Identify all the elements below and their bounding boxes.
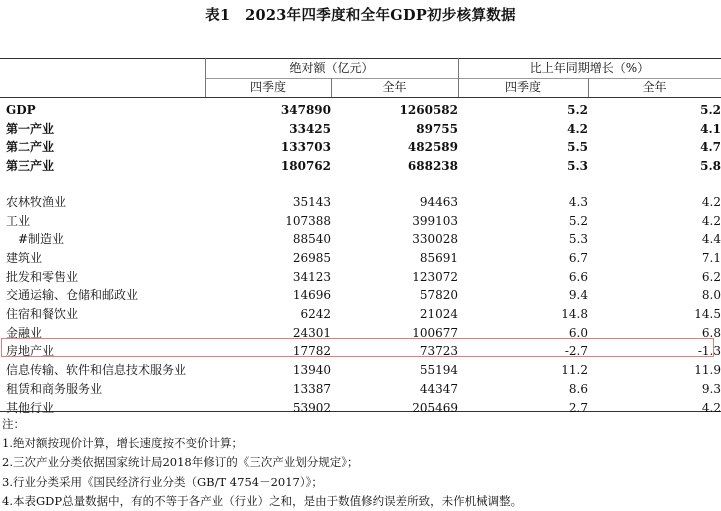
q4-value: 53902 — [292, 400, 331, 415]
q4-growth: 5.2 — [567, 103, 588, 117]
note-1: 1.绝对额按现价计算，增长速度按不变价计算； — [2, 436, 243, 451]
year-value: 330028 — [412, 232, 458, 247]
row-name: 工业 — [6, 213, 31, 228]
q4-growth: 6.6 — [568, 269, 588, 284]
q4-value: 26985 — [292, 250, 331, 265]
q4-growth: 4.2 — [567, 121, 588, 136]
year-growth: 6.2 — [701, 269, 721, 284]
year-value: 85691 — [419, 250, 458, 265]
table-row — [0, 249, 721, 268]
year-growth: 4.1 — [700, 121, 721, 136]
year-growth: 11.9 — [694, 363, 721, 378]
table-row — [0, 286, 721, 305]
q4-value: 34123 — [292, 269, 331, 284]
header-year: 全年 — [382, 80, 407, 94]
year-growth: 6.8 — [701, 325, 721, 340]
note-3: 3.行业分类采用《国民经济行业分类（GB/T 4754－2017）》； — [2, 474, 323, 489]
q4-growth: 9.4 — [568, 288, 588, 303]
row-name: 农林牧渔业 — [6, 194, 67, 209]
year-value: 1260582 — [399, 103, 458, 117]
row-name: 信息传输、软件和信息技术服务业 — [6, 363, 187, 378]
table-row — [0, 120, 721, 139]
note-heading: 注： — [2, 417, 25, 431]
q4-value: 180762 — [280, 159, 331, 174]
year-growth: 4.7 — [700, 140, 721, 155]
header-year-growth: 全年 — [642, 80, 667, 94]
row-name: GDP — [6, 103, 36, 117]
q4-growth: 8.6 — [568, 381, 588, 396]
footnotes — [2, 415, 717, 511]
row-name: 第二产业 — [6, 140, 55, 155]
row-name: 金融业 — [6, 325, 43, 340]
table-row — [0, 212, 721, 231]
table-row — [0, 157, 721, 176]
table-row — [0, 380, 721, 399]
header-q4: 四季度 — [249, 80, 286, 94]
header-q4-growth: 四季度 — [504, 80, 541, 94]
header-growth-rate: 比上年同期增长（%） — [529, 61, 650, 75]
year-growth: 7.1 — [701, 250, 721, 265]
q4-growth: 4.3 — [568, 194, 588, 209]
table-row — [0, 361, 721, 380]
row-name: 住宿和餐饮业 — [6, 307, 79, 322]
row-name: 租赁和商务服务业 — [6, 381, 103, 396]
year-growth: 4.2 — [701, 194, 721, 209]
table-row — [0, 193, 721, 212]
year-value: 123072 — [412, 269, 458, 284]
row-name: 第三产业 — [6, 159, 55, 174]
real-estate-highlight-box — [1, 338, 714, 357]
q4-growth: -2.7 — [564, 344, 588, 359]
q4-value: 13940 — [292, 363, 331, 378]
q4-growth: 6.0 — [568, 325, 588, 340]
q4-value: 88540 — [292, 232, 331, 247]
q4-value: 6242 — [300, 307, 331, 322]
year-value: 89755 — [416, 121, 458, 136]
row-name: 其他行业 — [6, 400, 55, 415]
q4-growth: 5.3 — [567, 159, 588, 174]
year-growth: 4.2 — [701, 213, 721, 228]
table-title: 表1 2023年四季度和全年GDP初步核算数据 — [205, 7, 516, 24]
year-growth: 8.0 — [701, 288, 721, 303]
q4-value: 133703 — [280, 140, 331, 155]
year-value: 94463 — [419, 194, 458, 209]
note-2: 2.三次产业分类依据国家统计局2018年修订的《三次产业划分规定》； — [2, 455, 359, 470]
year-growth: -1.3 — [697, 344, 721, 359]
q4-growth: 6.7 — [568, 250, 588, 265]
row-name: #制造业 — [18, 232, 65, 247]
q4-value: 13387 — [292, 381, 331, 396]
table-row — [0, 268, 721, 287]
q4-value: 24301 — [292, 325, 331, 340]
row-name: 房地产业 — [6, 344, 55, 359]
row-name: 批发和零售业 — [6, 269, 79, 284]
table-row — [0, 101, 721, 120]
year-value: 44347 — [419, 381, 458, 396]
year-value: 399103 — [412, 213, 458, 228]
q4-growth: 14.8 — [561, 307, 588, 322]
q4-growth: 5.3 — [568, 232, 588, 247]
q4-value: 14696 — [292, 288, 331, 303]
year-value: 57820 — [419, 288, 458, 303]
row-name: 交通运输、仓储和邮政业 — [6, 288, 139, 303]
q4-growth: 11.2 — [561, 363, 588, 378]
year-growth: 9.3 — [701, 381, 721, 396]
q4-value: 107388 — [285, 213, 331, 228]
header-bottom-rule — [0, 97, 721, 98]
gdp-data-table — [0, 101, 721, 417]
q4-growth: 2.7 — [568, 400, 588, 415]
year-growth: 5.2 — [700, 103, 721, 117]
q4-value: 35143 — [292, 194, 331, 209]
header-absolute-value: 绝对额（亿元） — [289, 61, 374, 75]
year-value: 55194 — [419, 363, 458, 378]
note-4: 4.本表GDP总量数据中，有的不等于各产业（行业）之和，是由于数值修约误差所致，未作机械调整。 — [2, 493, 523, 508]
row-name: 建筑业 — [6, 250, 43, 265]
top-rule — [0, 58, 721, 59]
year-growth: 5.8 — [700, 159, 721, 174]
year-value: 482589 — [407, 140, 458, 155]
year-growth: 4.4 — [701, 232, 721, 247]
q4-value: 347890 — [280, 103, 331, 117]
year-growth: 14.5 — [694, 307, 721, 322]
row-name: 第一产业 — [6, 121, 55, 136]
year-growth: 4.2 — [701, 400, 721, 415]
q4-value: 17782 — [292, 344, 331, 359]
year-value: 205469 — [412, 400, 458, 415]
spacer-row — [0, 176, 721, 193]
q4-growth: 5.5 — [567, 140, 588, 155]
year-value: 688238 — [407, 159, 458, 174]
table-row — [0, 305, 721, 324]
year-value: 100677 — [412, 325, 458, 340]
year-value: 21024 — [419, 307, 458, 322]
table-row — [0, 138, 721, 157]
q4-growth: 5.2 — [568, 213, 588, 228]
year-value: 73723 — [419, 344, 458, 359]
q4-value: 33425 — [289, 121, 331, 136]
table-row — [0, 230, 721, 249]
